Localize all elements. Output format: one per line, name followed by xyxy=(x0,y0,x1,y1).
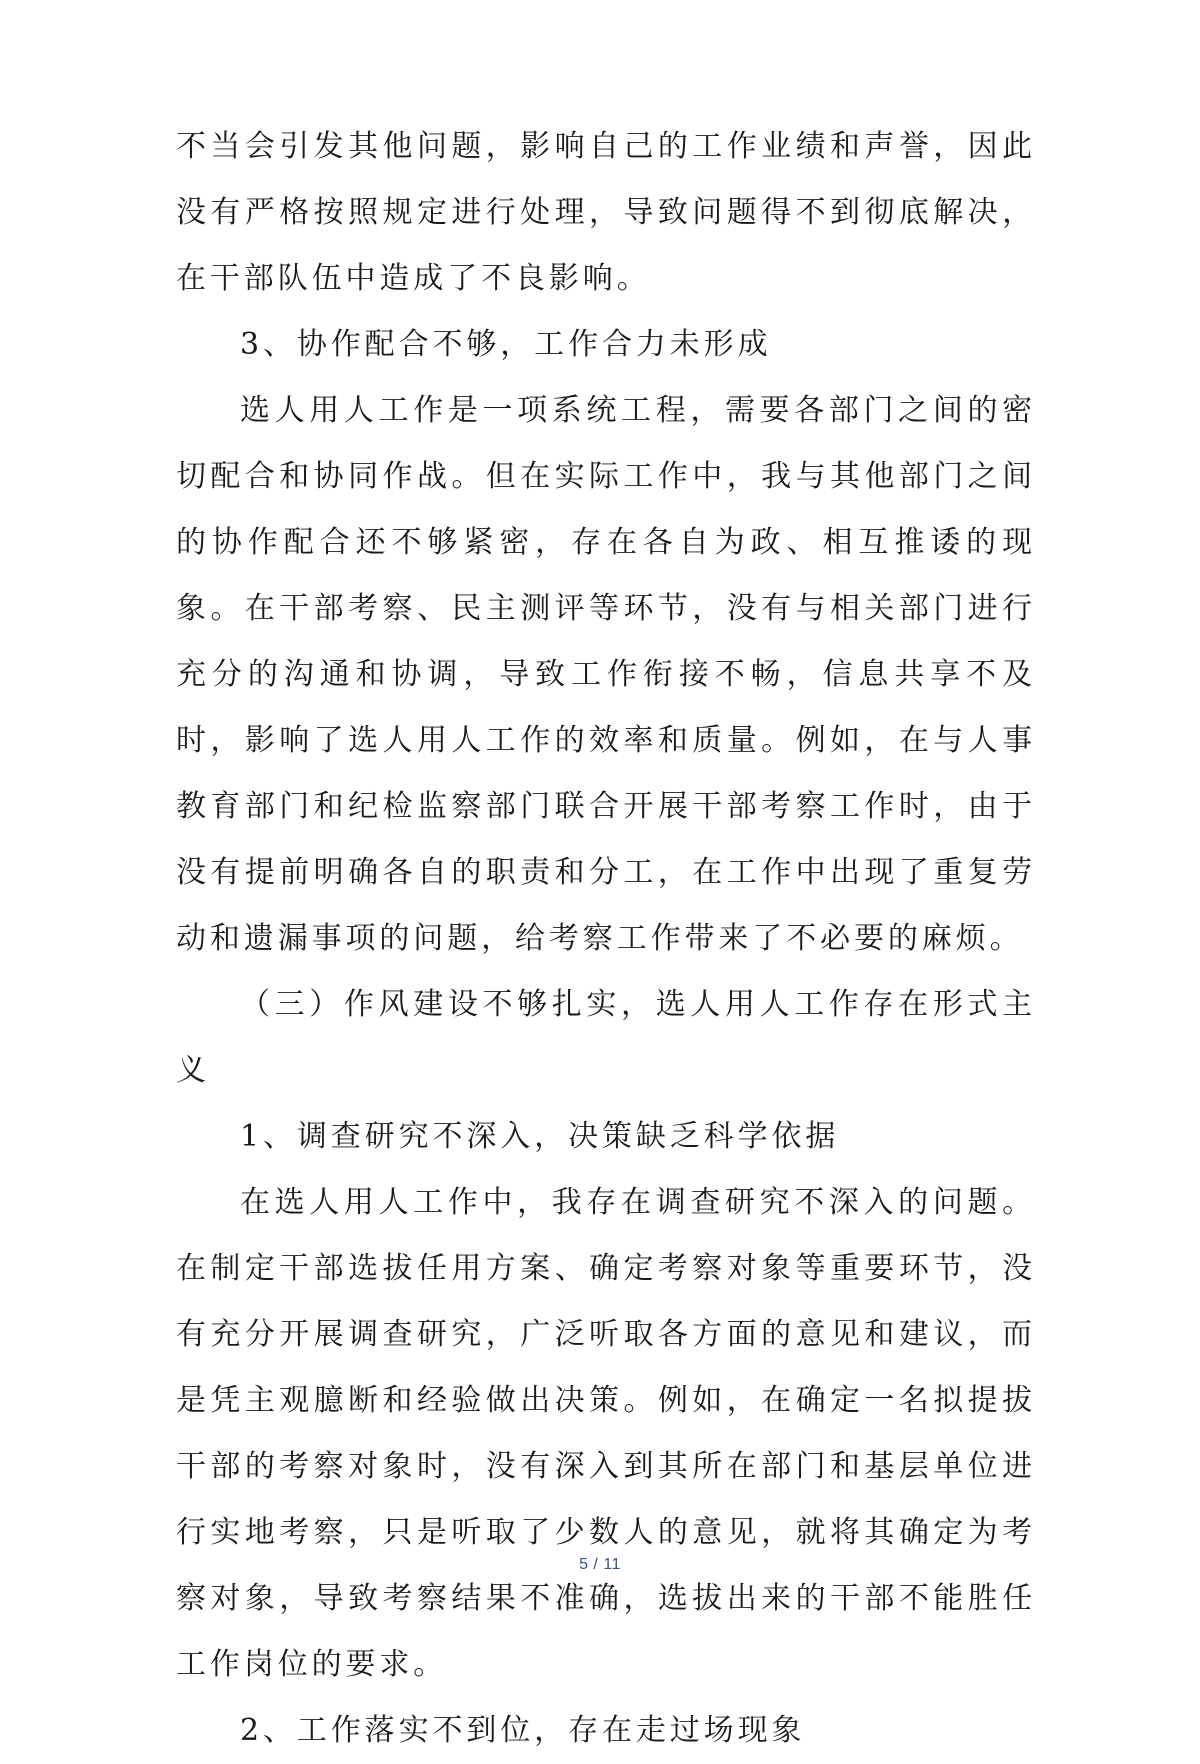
subheading-1: 1、调查研究不深入，决策缺乏科学依据 xyxy=(240,1119,840,1154)
subheading-3: 3、协作配合不够，工作合力未形成 xyxy=(240,327,772,362)
paragraph-research: 在选人用人工作中，我存在调查研究不深入的问题。在制定干部选拔任用方案、确定考察对象等重要环节，没有充分开展调查研究，广泛听取各方面的意见和建议，而是凭主观臆断和经验做出决策。例如，在确定一名拟提拔干部的考察对象时，没有深入到其所在部门和基层单位进行实地考察，只是听取了少数人的意见，就将其确定为考察对象，导致考察结果不准确，选拔出来的干部不能胜任工作岗位的要求。 xyxy=(176,1185,1036,1682)
page-number: 5 / 11 xyxy=(579,1556,621,1573)
paragraph-cooperation: 选人用人工作是一项系统工程，需要各部门之间的密切配合和协同作战。但在实际工作中，我与其他部门之间的协作配合还不够紧密，存在各自为政、相互推诿的现象。在干部考察、民主测评等环节，没有与相关部门进行充分的沟通和协调，导致工作衔接不畅，信息共享不及时，影响了选人用人工作的效率和质量。例如，在与人事教育部门和纪检监察部门联合开展干部考察工作时，由于没有提前明确各自的职责和分工，在工作中出现了重复劳动和遗漏事项的问题，给考察工作带来了不必要的麻烦。 xyxy=(176,393,1036,956)
section-heading-3: （三）作风建设不够扎实，选人用人工作存在形式主义 xyxy=(176,987,1036,1088)
subheading-2: 2、工作落实不到位，存在走过场现象 xyxy=(240,1713,806,1748)
paragraph-continued: 不当会引发其他问题，影响自己的工作业绩和声誉，因此没有严格按照规定进行处理，导致问题得不到彻底解决，在干部队伍中造成了不良影响。 xyxy=(176,129,1036,296)
document-body xyxy=(176,114,1036,1764)
